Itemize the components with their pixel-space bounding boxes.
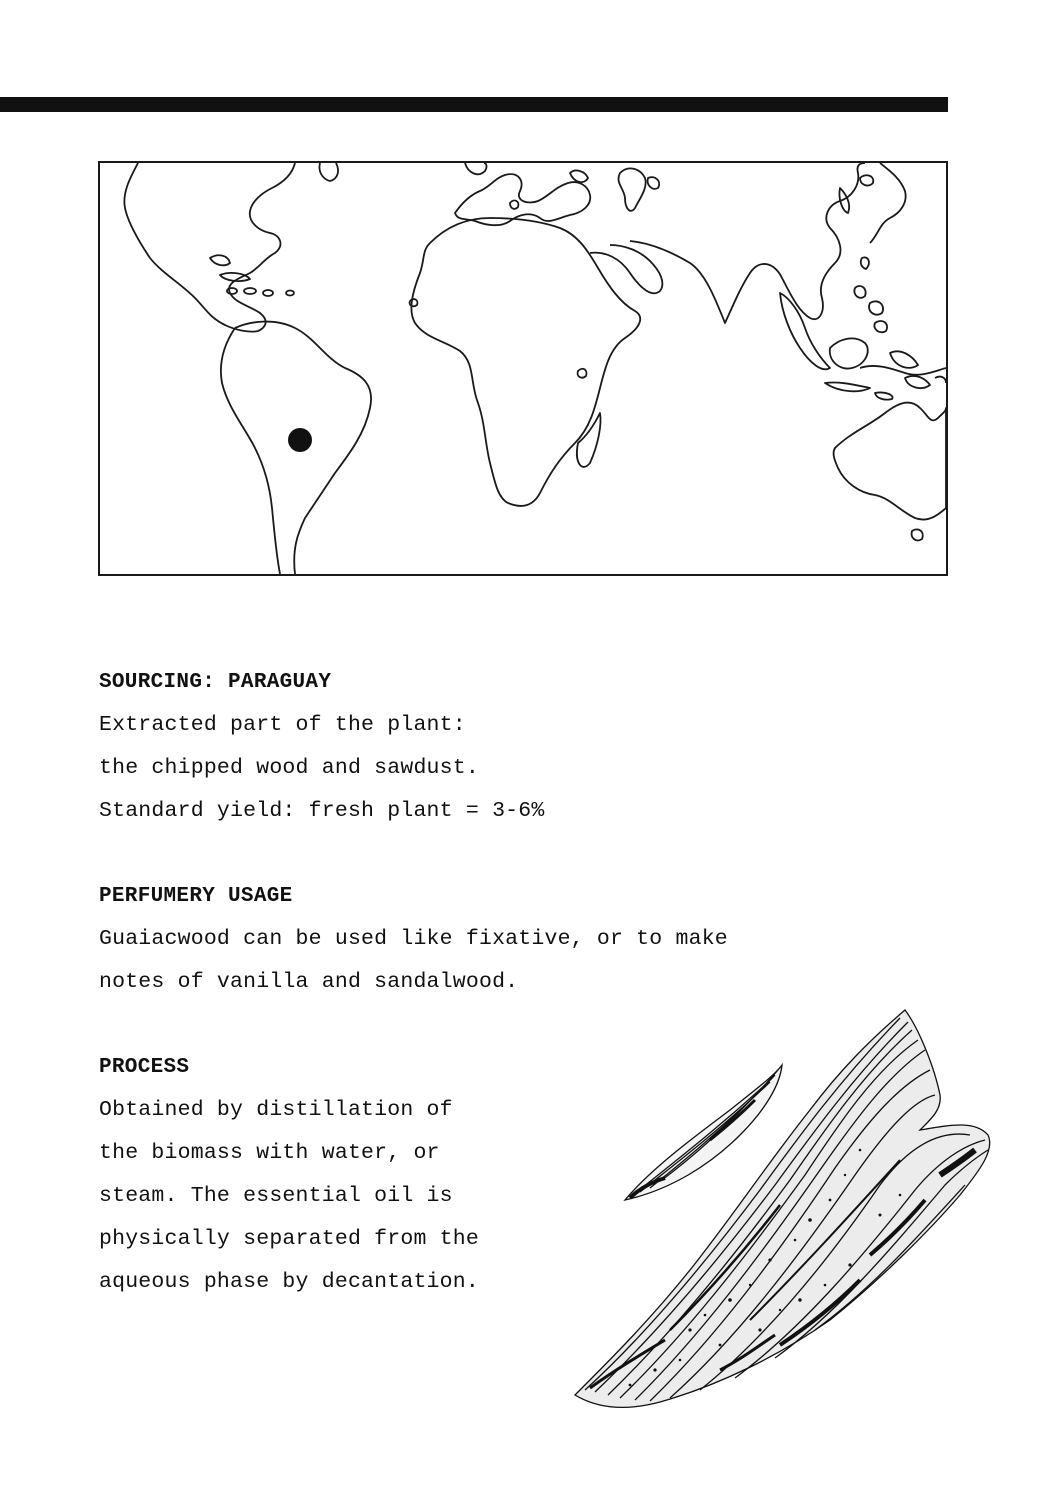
location-dot-icon: [288, 428, 312, 452]
asia-shape: [630, 163, 865, 323]
usage-heading: PERFUMERY USAGE: [99, 885, 293, 908]
usage-section: [99, 875, 859, 1004]
world-map: [98, 161, 948, 576]
usage-line: Guaiacwood can be used like fixative, or to make: [99, 927, 728, 951]
sourcing-heading: SOURCING: PARAGUAY: [99, 671, 332, 694]
sourcing-line: the chipped wood and sawdust.: [99, 756, 479, 780]
sourcing-line: Extracted part of the plant:: [99, 713, 466, 737]
africa-shape: [411, 218, 640, 506]
process-line: physically separated from the: [99, 1227, 479, 1251]
sourcing-section: [99, 661, 859, 833]
process-line: steam. The essential oil is: [99, 1184, 453, 1208]
europe-shape: [455, 174, 590, 225]
usage-line: notes of vanilla and sandalwood.: [99, 970, 519, 994]
north-america-shape: [124, 163, 295, 332]
process-line: Obtained by distillation of: [99, 1098, 453, 1122]
australia-shape: [834, 403, 946, 520]
top-divider: [0, 97, 948, 112]
process-line: aqueous phase by decantation.: [99, 1270, 479, 1294]
process-heading: PROCESS: [99, 1056, 190, 1079]
process-line: the biomass with water, or: [99, 1141, 440, 1165]
world-map-icon: [100, 163, 946, 574]
wood-chips-icon: [570, 1000, 1000, 1420]
sourcing-line: Standard yield: fresh plant = 3-6%: [99, 799, 545, 823]
